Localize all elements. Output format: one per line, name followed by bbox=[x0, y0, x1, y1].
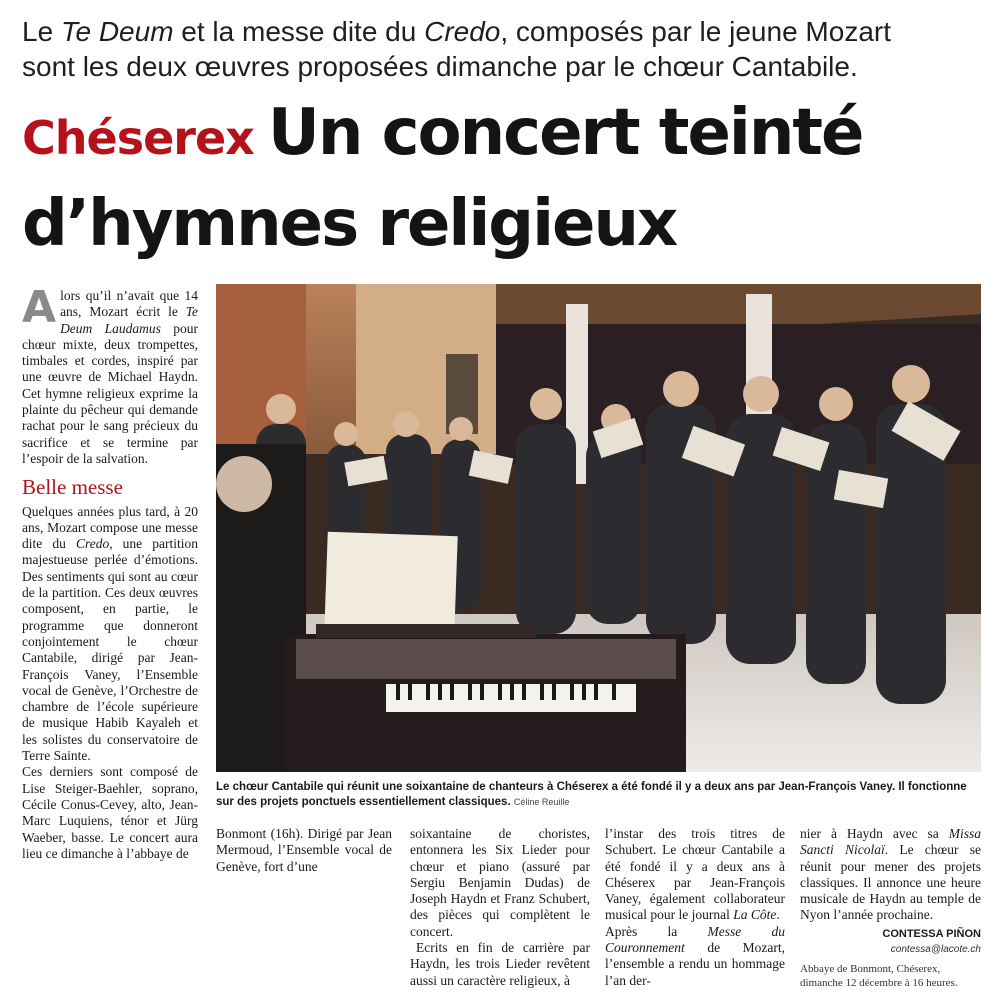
journal-name: La Côte bbox=[733, 907, 777, 923]
kicker-text: et la messe dite du bbox=[173, 16, 425, 47]
paragraph: Ecrits en fin de carrière par Haydn, les trois Lieder revêtent aussi un caractère religieux, à bbox=[410, 940, 590, 988]
article-column-4 bbox=[605, 826, 785, 989]
choir-photo-illustration bbox=[216, 284, 981, 772]
caption-text: Le chœur Cantabile qui réunit une soixantaine de chanteurs à Chéserex a été fondé il y a deux ans par Jean-François Vaney. Il fonctionne sur des projets ponctuels essentiellement classiques. bbox=[216, 781, 967, 808]
paragraph bbox=[22, 504, 198, 765]
text: nier à Haydn avec sa bbox=[800, 826, 949, 841]
headline-place: Chéserex bbox=[22, 111, 254, 165]
photo-credit: Céline Reuille bbox=[513, 797, 570, 807]
text: , une partition majestueuse perlée d’émotions. Des sentiments qui sont au cœur de la partition. Ces deux œuvres composent, en partie, le programme que donneront conjointement le chœur Cantabile, dirigé par Jean-François Vaney, l’Ensemble vocal de Genève, l’Orchestre de chambre de l’école supérieure de musique Habib Kayaleh et les solistes du conservatoire de Terre Sainte. bbox=[22, 536, 199, 764]
text: de Mozart, l’ensemble a rendu un hommage l’an der- bbox=[605, 940, 785, 988]
author-email: contessa@lacote.ch bbox=[890, 944, 981, 956]
text: lors qu’il n’avait que 14 ans, Mozart écrit le bbox=[60, 288, 198, 320]
text: pour chœur mixte, deux trompettes, timbales et cordes, inspiré par une œuvre de Michael Haydn. Cet hymne religieux exprime la plainte du pêcheur qui demande rachat pour le sang précieux du sacrifice et se termine par l’espoir de la salvation. bbox=[22, 320, 198, 466]
event-info: Abbaye de Bonmont, Chéserex, dimanche 12 décembre à 16 heures. bbox=[800, 963, 958, 990]
drop-cap: A bbox=[22, 282, 57, 333]
article-column-5 bbox=[800, 826, 981, 990]
text: Quelques années plus tard, à 20 ans, Mozart compose une messe dite du bbox=[22, 503, 198, 552]
text: . bbox=[776, 907, 780, 923]
paragraph: Ces derniers sont composé de Lise Steiger-Baehler, soprano, Cécile Conus-Cevey, alto, Jean-Marc Luquiens, ténor et Jürg Waeber, basse. Le concert aura lieu ce dimanche à l’abbaye de bbox=[22, 764, 198, 861]
work-title: Credo bbox=[75, 536, 110, 552]
kicker-text-line2: sont les deux œuvres proposées dimanche par le chœur Cantabile. bbox=[22, 51, 858, 82]
article-column-1 bbox=[22, 282, 199, 862]
paragraph bbox=[605, 924, 785, 989]
paragraph: soixantaine de choristes, entonnera les Six Lieder pour chœur et piano (assuré par Sergiu Benjamin Dudas) de Joseph Haydn et Franz Schubert, des pièces qui complètent le concert. bbox=[410, 826, 590, 939]
kicker-text: Le bbox=[22, 16, 61, 47]
kicker bbox=[22, 14, 992, 84]
work-title: Messe du Couronnement bbox=[605, 923, 785, 956]
paragraph: Bonmont (16h). Dirigé par Jean Mermoud, l’Ensemble vocal de Genève, fort d’une bbox=[216, 826, 392, 874]
paragraph bbox=[605, 826, 785, 924]
text: l’instar des trois titres de Schubert. Le chœur Cantabile a été fondé il y a deux ans à Chéserex par Jean-François Vaney, également collaborateur musical pour le journal bbox=[605, 826, 785, 923]
author-signature: CONTESSA PIÑON bbox=[882, 927, 981, 940]
kicker-title-credo: Credo bbox=[424, 16, 501, 47]
article-column-3 bbox=[410, 826, 590, 989]
paragraph-intro bbox=[22, 282, 198, 467]
kicker-text: , composés par le jeune Mozart bbox=[500, 16, 891, 47]
subheading: Belle messe bbox=[22, 475, 123, 500]
work-title: Missa Sancti Nicolaï bbox=[800, 826, 981, 858]
text: . Le chœur se réunit pour mener des projets classiques. Il annonce une heure musicale de Haydn au temple de Nyon l’année prochaine. bbox=[800, 842, 981, 923]
photo-caption bbox=[216, 780, 981, 810]
choir-photo bbox=[216, 284, 981, 772]
work-title: Te Deum Laudamus bbox=[60, 304, 198, 336]
text: Après la bbox=[605, 923, 708, 939]
headline-line2: d’hymnes religieux bbox=[22, 187, 677, 261]
kicker-title-te-deum: Te Deum bbox=[60, 16, 174, 47]
headline bbox=[22, 90, 997, 267]
article-column-2 bbox=[216, 826, 392, 875]
paragraph bbox=[800, 826, 981, 924]
headline-line1: Un concert teinté bbox=[267, 96, 863, 170]
